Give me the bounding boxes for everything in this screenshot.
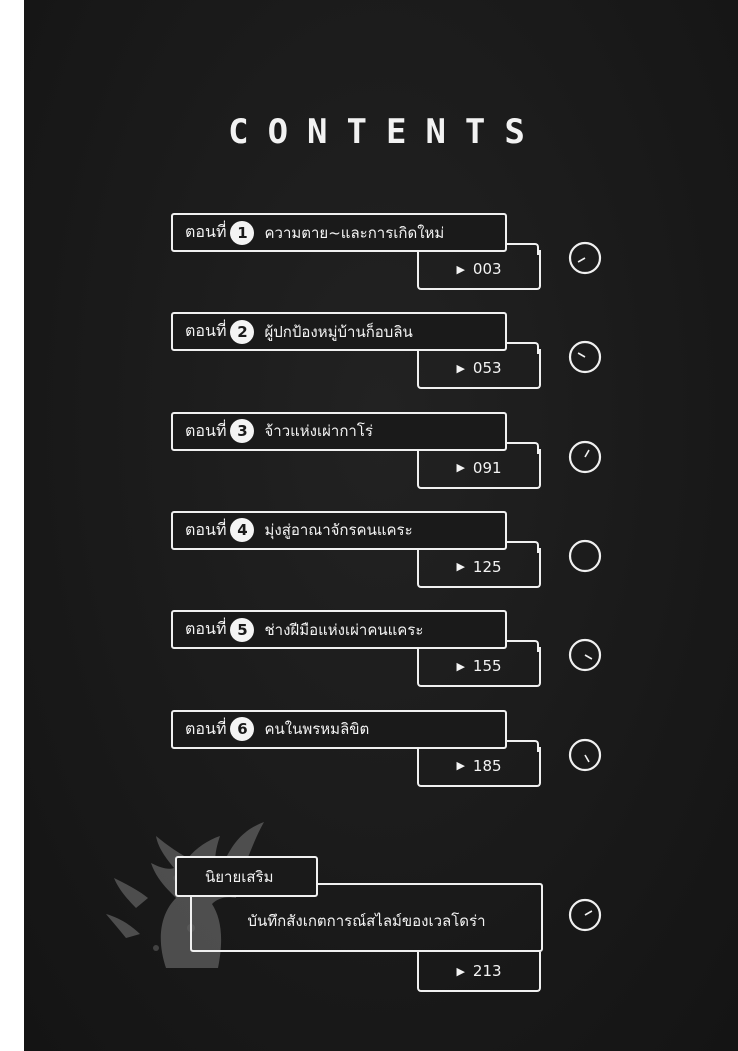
chapter-page-box[interactable] <box>417 548 541 588</box>
chapter-number-badge: 2 <box>230 320 254 344</box>
chapter-title: ความตาย~และการเกิดใหม่ <box>264 223 445 242</box>
play-arrow-icon: ▶ <box>456 964 465 978</box>
play-arrow-icon: ▶ <box>456 560 465 574</box>
chapter-number-badge: 4 <box>230 518 254 542</box>
extra-story-title: บันทึกสังเกตการณ์สไลม์ของเวลโดร่า <box>247 911 486 930</box>
clock-icon <box>567 240 603 276</box>
clock-icon <box>567 339 603 375</box>
extra-story-page-box[interactable] <box>417 952 541 992</box>
page-title: CONTENTS <box>228 112 544 152</box>
chapter-number-badge: 5 <box>230 618 254 642</box>
chapter-title-box[interactable] <box>171 213 507 252</box>
clock-hand <box>585 911 592 915</box>
chapter-entry[interactable] <box>24 710 738 790</box>
play-arrow-icon: ▶ <box>456 759 465 772</box>
clock-hand <box>585 755 589 762</box>
clock-icon <box>567 637 603 673</box>
chapter-title-box[interactable] <box>171 312 507 351</box>
chapter-entry[interactable] <box>24 610 738 690</box>
chapter-title: จ้าวแห่งเผ่ากาโร่ <box>264 422 373 441</box>
chapter-entry[interactable] <box>24 312 738 392</box>
chapter-page-number: 053 <box>472 359 502 378</box>
clock-icon <box>567 897 603 933</box>
chapter-page-box[interactable] <box>417 250 541 290</box>
chapter-entry[interactable] <box>24 511 738 591</box>
chapter-title-box[interactable] <box>171 511 507 550</box>
chapter-title-box[interactable] <box>171 412 507 451</box>
clock-hand <box>578 258 585 262</box>
play-arrow-icon: ▶ <box>456 262 465 276</box>
chapter-title: มุ่งสู่อาณาจักรคนแคระ <box>264 521 413 540</box>
chapter-page-box[interactable] <box>417 349 541 389</box>
contents-page <box>24 0 738 1051</box>
play-arrow-icon: ▶ <box>456 461 465 475</box>
clock-icon <box>567 439 603 475</box>
chapter-prefix: ตอนที่ <box>185 519 227 539</box>
chapter-number-badge: 6 <box>230 717 254 741</box>
chapter-title: ผู้ปกป้องหมู่บ้านก็อบลิน <box>264 322 413 341</box>
chapter-prefix: ตอนที่ <box>185 619 227 639</box>
chapter-entry[interactable] <box>24 213 738 293</box>
chapter-number-badge: 1 <box>230 221 254 245</box>
chapter-title-box[interactable] <box>171 710 507 749</box>
clock-face <box>570 541 600 571</box>
clock-hand <box>585 655 592 659</box>
extra-story-page-number: 213 <box>472 962 502 980</box>
clock-hand <box>585 450 589 457</box>
play-arrow-icon: ▶ <box>456 361 465 375</box>
chapter-page-number: 003 <box>472 260 502 278</box>
chapter-number-badge: 3 <box>230 419 254 443</box>
chapter-prefix: ตอนที่ <box>185 420 227 440</box>
chapter-prefix: ตอนที่ <box>185 718 227 738</box>
chapter-page-box[interactable] <box>417 647 541 687</box>
clock-icon <box>567 538 603 574</box>
chapter-prefix: ตอนที่ <box>185 222 227 241</box>
chapter-page-number: 155 <box>472 657 502 676</box>
chapter-entry[interactable] <box>24 412 738 492</box>
chapter-prefix: ตอนที่ <box>185 321 227 341</box>
chapter-page-number: 125 <box>472 557 502 576</box>
chapter-page-number: 185 <box>472 756 502 775</box>
chapter-page-number: 091 <box>472 458 502 477</box>
extra-story-tag: นิยายเสริม <box>175 856 318 897</box>
chapter-title-box[interactable] <box>171 610 507 649</box>
clock-hand <box>578 353 585 357</box>
play-arrow-icon: ▶ <box>456 659 465 673</box>
chapter-page-box[interactable] <box>417 449 541 489</box>
chapter-page-box[interactable] <box>417 747 541 787</box>
chapter-title: ช่างฝีมือแห่งเผ่าคนแคระ <box>264 620 424 639</box>
clock-icon <box>567 737 603 773</box>
chapter-title: คนในพรหมลิขิต <box>264 720 370 738</box>
